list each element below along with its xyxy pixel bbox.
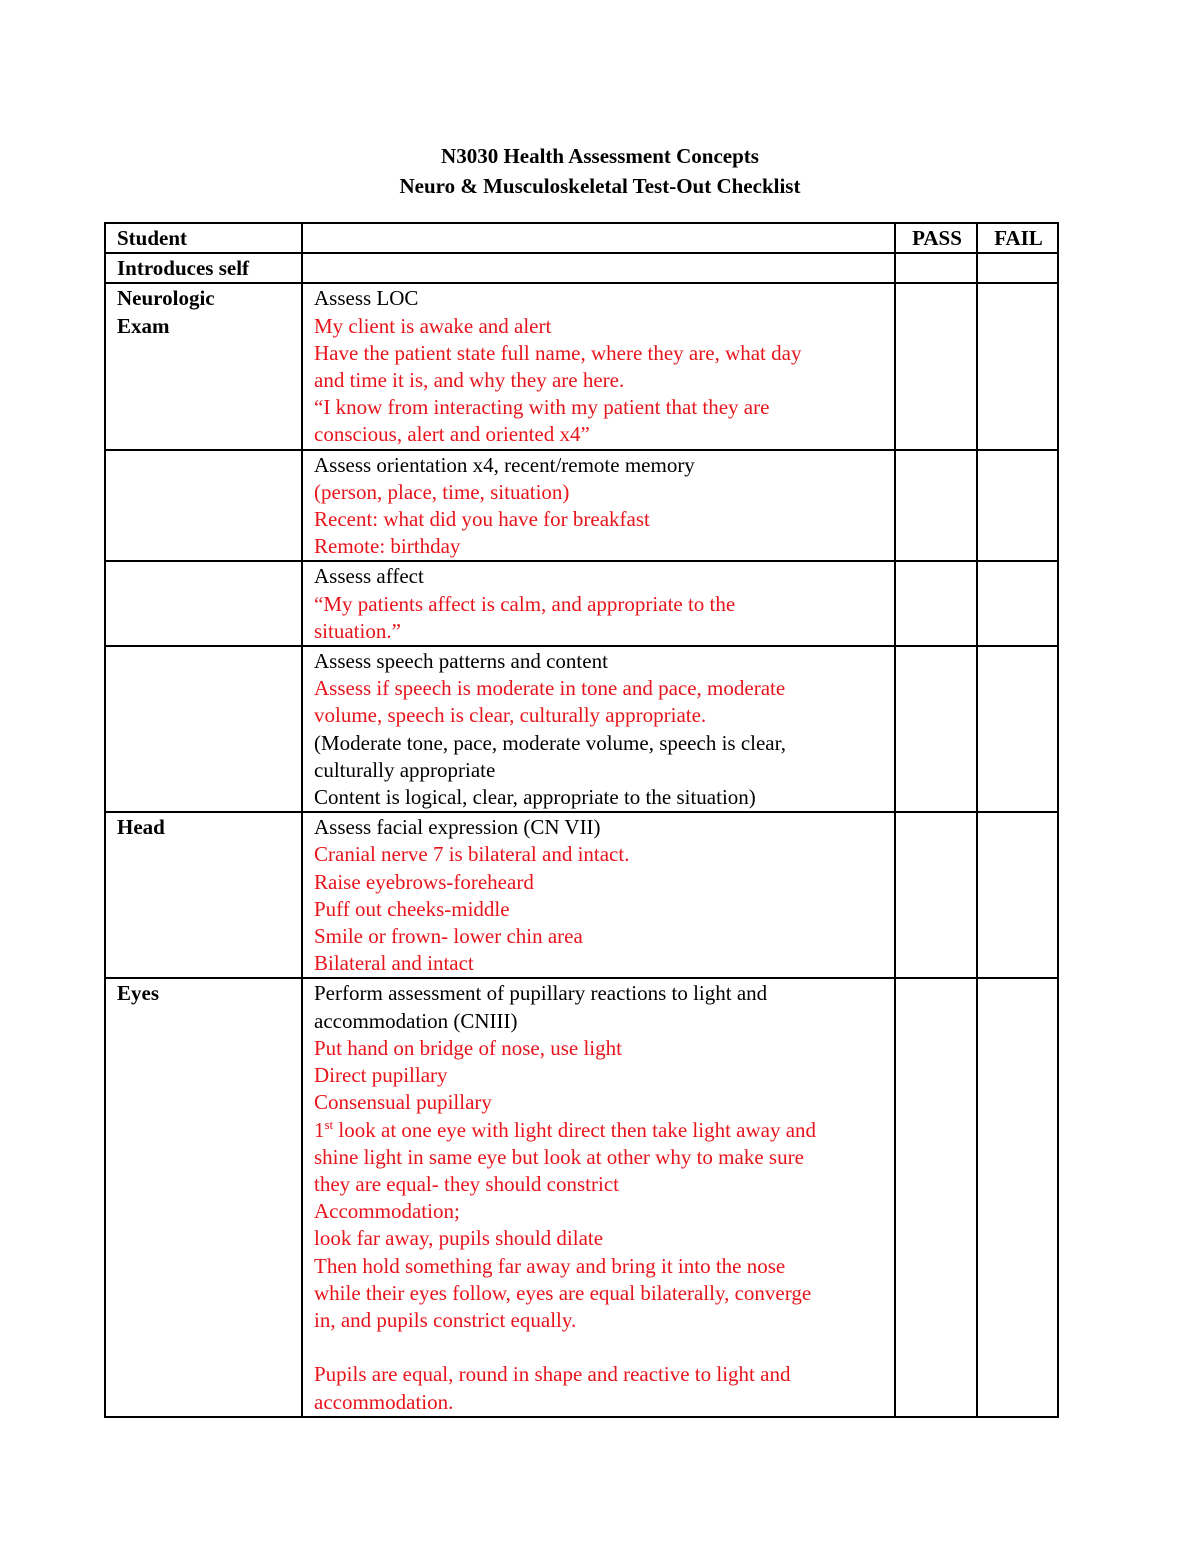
fail-cell[interactable] bbox=[977, 978, 1058, 1416]
criteria-line: situation.” bbox=[314, 618, 401, 643]
document-subtitle: Neuro & Musculoskeletal Test-Out Checklist bbox=[399, 174, 801, 198]
criteria-line: Smile or frown- lower chin area bbox=[314, 924, 583, 949]
student-header: Student bbox=[105, 223, 302, 253]
criteria-line: Assess affect bbox=[314, 564, 424, 589]
criteria-line: Assess orientation x4, recent/remote memory bbox=[314, 452, 695, 477]
criteria-line: (Moderate tone, pace, moderate volume, speech is clear, bbox=[314, 730, 787, 755]
neuro-orientation-row bbox=[105, 450, 1058, 562]
pass-header: PASS bbox=[895, 223, 977, 253]
eyes-row bbox=[105, 978, 1058, 1416]
pass-cell[interactable] bbox=[895, 253, 977, 283]
head-criteria bbox=[302, 812, 895, 978]
criteria-line: Content is logical, clear, appropriate to the situation) bbox=[314, 785, 756, 810]
criteria-line bbox=[314, 1117, 885, 1144]
criteria-line: they are equal- they should constrict bbox=[314, 1171, 619, 1196]
criteria-line: Pupils are equal, round in shape and reactive to light and bbox=[314, 1362, 791, 1387]
eyes-label: Eyes bbox=[105, 978, 302, 1416]
criteria-line: and time it is, and why they are here. bbox=[314, 368, 625, 393]
criteria-line: “My patients affect is calm, and appropriate to the bbox=[314, 591, 736, 616]
introduces-self-row bbox=[105, 253, 1058, 283]
criteria-line: Recent: what did you have for breakfast bbox=[314, 507, 650, 532]
criteria-line: look far away, pupils should dilate bbox=[314, 1226, 604, 1251]
document-title-block bbox=[0, 141, 1200, 201]
fail-cell[interactable] bbox=[977, 561, 1058, 646]
criteria-line: (person, place, time, situation) bbox=[314, 479, 570, 504]
row-label-empty bbox=[105, 450, 302, 562]
document-title: N3030 Health Assessment Concepts bbox=[441, 144, 759, 168]
criteria-line: Consensual pupillary bbox=[314, 1090, 492, 1115]
criteria-line: Puff out cheeks-middle bbox=[314, 896, 510, 921]
criteria-line: in, and pupils constrict equally. bbox=[314, 1307, 577, 1332]
pass-cell[interactable] bbox=[895, 646, 977, 812]
criteria-line: Raise eyebrows-foreheard bbox=[314, 869, 534, 894]
criteria-line: Remote: birthday bbox=[314, 534, 461, 559]
criteria-line: Cranial nerve 7 is bilateral and intact. bbox=[314, 842, 630, 867]
neuro-speech-row bbox=[105, 646, 1058, 812]
head-label: Head bbox=[105, 812, 302, 978]
speech-criteria bbox=[302, 646, 895, 812]
pass-cell[interactable] bbox=[895, 561, 977, 646]
loc-criteria bbox=[302, 283, 895, 449]
criteria-line: while their eyes follow, eyes are equal bilaterally, converge bbox=[314, 1280, 812, 1305]
fail-cell[interactable] bbox=[977, 646, 1058, 812]
criteria-line: Assess facial expression (CN VII) bbox=[314, 815, 601, 840]
criteria-line: Assess LOC bbox=[314, 286, 419, 311]
criteria-line: Perform assessment of pupillary reactions to light and bbox=[314, 981, 768, 1006]
eyes-intro-lines bbox=[314, 980, 885, 1116]
criteria-line: accommodation (CNIII) bbox=[314, 1008, 518, 1033]
pass-cell[interactable] bbox=[895, 978, 977, 1416]
fail-cell[interactable] bbox=[977, 450, 1058, 562]
row-label-empty bbox=[105, 561, 302, 646]
pass-cell[interactable] bbox=[895, 450, 977, 562]
criteria-line: Have the patient state full name, where they are, what day bbox=[314, 340, 802, 365]
pass-cell[interactable] bbox=[895, 812, 977, 978]
introduces-self-desc bbox=[302, 253, 895, 283]
introduces-self-label: Introduces self bbox=[105, 253, 302, 283]
criteria-line bbox=[314, 1334, 885, 1361]
criteria-line: “I know from interacting with my patient that they are bbox=[314, 395, 770, 420]
criteria-line: My client is awake and alert bbox=[314, 313, 552, 338]
header-row bbox=[105, 223, 1058, 253]
criteria-line: shine light in same eye but look at other why to make sure bbox=[314, 1144, 804, 1169]
checklist-table bbox=[104, 222, 1059, 1418]
criteria-line: Direct pupillary bbox=[314, 1063, 448, 1088]
eyes-criteria bbox=[302, 978, 895, 1416]
criteria-line: Then hold something far away and bring it into the nose bbox=[314, 1253, 786, 1278]
row-label-empty bbox=[105, 646, 302, 812]
first-line-rest: look at one eye with light direct then take light away and bbox=[333, 1117, 817, 1142]
fail-cell[interactable] bbox=[977, 812, 1058, 978]
head-row bbox=[105, 812, 1058, 978]
criteria-line: conscious, alert and oriented x4” bbox=[314, 422, 590, 447]
neurologic-exam-label bbox=[105, 283, 302, 449]
fail-cell[interactable] bbox=[977, 283, 1058, 449]
criteria-line: volume, speech is clear, culturally appropriate. bbox=[314, 703, 707, 728]
fail-cell[interactable] bbox=[977, 253, 1058, 283]
criteria-line: culturally appropriate bbox=[314, 757, 496, 782]
exam-label-line: Exam bbox=[117, 313, 170, 338]
eyes-rest-lines bbox=[314, 1144, 885, 1416]
criteria-line: accommodation. bbox=[314, 1389, 454, 1414]
student-name-cell bbox=[302, 223, 895, 253]
affect-criteria bbox=[302, 561, 895, 646]
neuro-loc-row bbox=[105, 283, 1058, 449]
criteria-line: Assess speech patterns and content bbox=[314, 649, 608, 674]
ordinal-suffix: st bbox=[324, 1116, 334, 1132]
criteria-line: Put hand on bridge of nose, use light bbox=[314, 1035, 622, 1060]
criteria-line: Bilateral and intact bbox=[314, 951, 474, 976]
criteria-line: Accommodation; bbox=[314, 1199, 460, 1224]
first-number: 1 bbox=[314, 1117, 325, 1142]
criteria-line: Assess if speech is moderate in tone and pace, moderate bbox=[314, 676, 786, 701]
orientation-criteria bbox=[302, 450, 895, 562]
neuro-affect-row bbox=[105, 561, 1058, 646]
neurologic-label-line: Neurologic bbox=[117, 286, 215, 311]
fail-header: FAIL bbox=[977, 223, 1058, 253]
pass-cell[interactable] bbox=[895, 283, 977, 449]
